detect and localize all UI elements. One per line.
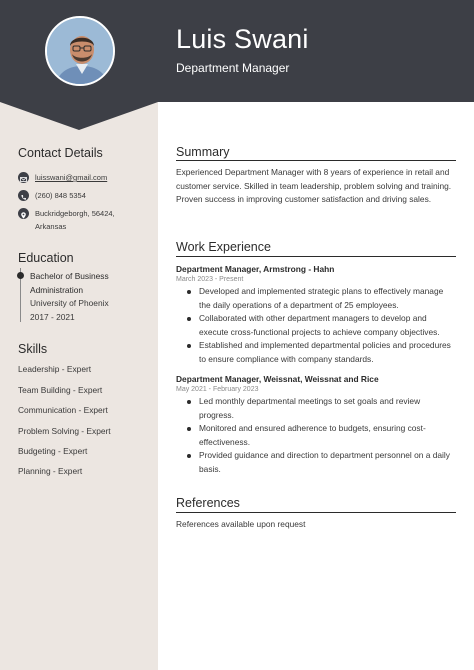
contact-email-row[interactable] (18, 171, 107, 184)
location-pin-icon (18, 208, 29, 219)
summary-text: Experienced Department Manager with 8 years of experience in retail and customer service. Skilled in team leadership, problem solving and training. Proven success in improving customer satisfaction and driving sales. (176, 167, 452, 205)
contact-address-line1: Buckridgeborgh, 56424, (35, 209, 115, 218)
summary-divider (176, 160, 456, 161)
skill-item: Leadership - Expert (18, 364, 92, 374)
candidate-name: Luis Swani (176, 24, 309, 54)
education-heading: Education (18, 251, 74, 265)
contact-heading: Contact Details (18, 146, 103, 160)
job-bullet: Developed and implemented strategic plans to effectively manage the daily operations of a department of 25 employees. (187, 285, 457, 312)
job-bullets (187, 285, 457, 367)
candidate-title: Department Manager (176, 61, 290, 75)
job-bullet: Provided guidance and direction to department personnel on a daily basis. (187, 449, 457, 476)
job-title: Department Manager, Armstrong - Hahn (176, 264, 335, 274)
phone-icon (18, 190, 29, 201)
job-dates: May 2021 - February 2023 (176, 386, 259, 393)
contact-phone-row (18, 189, 86, 202)
contact-address-row (18, 207, 115, 233)
references-heading: References (176, 496, 240, 510)
avatar (45, 16, 115, 86)
job-bullet: Established and implemented departmental policies and procedures to ensure compliance with company standards. (187, 339, 457, 366)
job-bullet: Led monthly departmental meetings to set goals and review progress. (187, 395, 457, 422)
skill-item: Budgeting - Expert (18, 446, 88, 456)
job-title: Department Manager, Weissnat, Weissnat and Rice (176, 374, 379, 384)
skill-item: Planning - Expert (18, 466, 83, 476)
job-bullet: Monitored and ensured adherence to budgets, ensuring cost-effectiveness. (187, 422, 457, 449)
skill-item: Communication - Expert (18, 405, 108, 415)
education-degree-line2: Administration (30, 285, 84, 295)
contact-email[interactable]: luisswani@gmail.com (35, 173, 108, 182)
job-dates: March 2023 - Present (176, 276, 244, 283)
education-degree-line1: Bachelor of Business (30, 271, 109, 281)
skill-item: Team Building - Expert (18, 385, 103, 395)
skill-item: Problem Solving - Expert (18, 426, 111, 436)
header-chevron (0, 102, 158, 130)
email-icon (18, 172, 29, 183)
experience-heading: Work Experience (176, 240, 271, 254)
education-school: University of Phoenix (30, 298, 109, 308)
contact-address-line2: Arkansas (35, 222, 67, 231)
references-text: References available upon request (176, 519, 306, 529)
references-divider (176, 512, 456, 513)
skills-heading: Skills (18, 342, 48, 356)
experience-divider (176, 256, 456, 257)
job-bullet: Collaborated with other department managers to develop and execute cross-functional projects to achieve company objectives. (187, 312, 457, 339)
education-timeline-dot (17, 272, 24, 279)
education-years: 2017 - 2021 (30, 312, 75, 322)
job-bullets (187, 395, 457, 477)
summary-heading: Summary (176, 145, 230, 159)
contact-phone: (260) 848 5354 (35, 191, 86, 200)
